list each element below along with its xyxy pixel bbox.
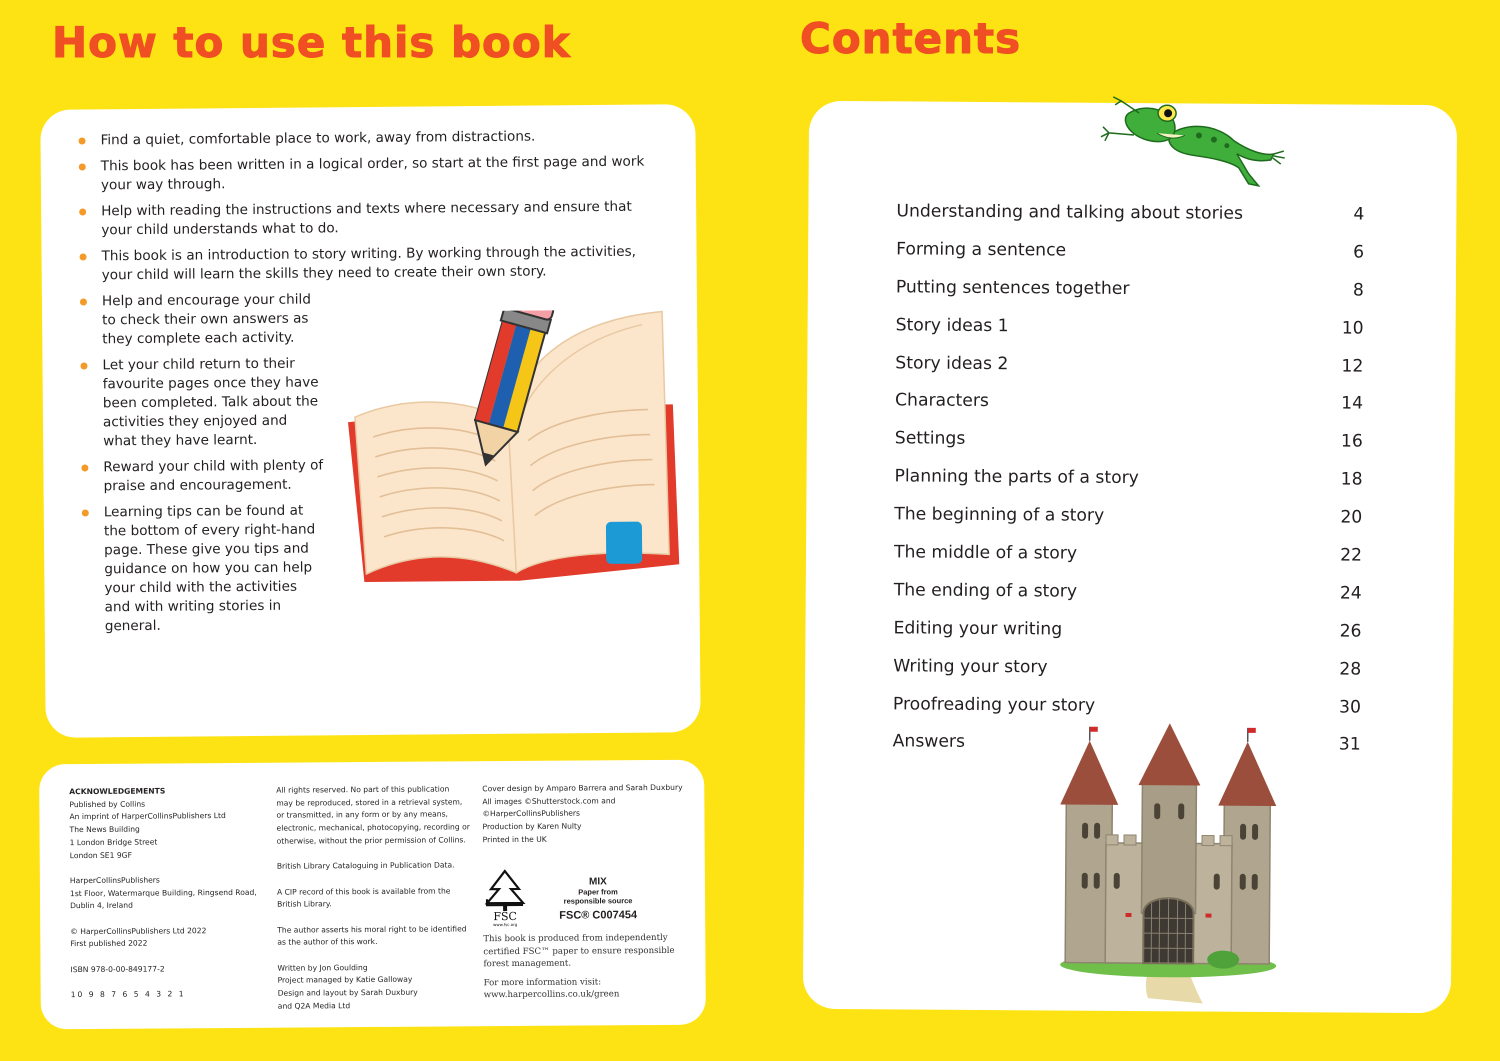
fsc-tree-logo-icon <box>483 869 527 927</box>
contents-item[interactable]: Planning the parts of a story 18 <box>894 467 1362 508</box>
bullet-icon <box>79 163 86 170</box>
contents-page-number: 10 <box>1341 318 1364 339</box>
contents-page-number: 20 <box>1340 507 1363 528</box>
contents-list <box>893 201 1365 773</box>
fsc-logo-url: www.fsc.org <box>493 921 518 928</box>
fsc-code: FSC® C007454 <box>559 909 638 922</box>
contents-page-number: 30 <box>1339 697 1362 718</box>
tip-item: Help and encourage your child to check their own answers as they complete each activity. <box>102 290 322 349</box>
contents-item[interactable]: Putting sentences together 8 <box>896 277 1364 318</box>
bullet-icon <box>80 253 87 260</box>
castle-icon <box>1053 722 1285 1009</box>
contents-item[interactable]: Writing your story 28 <box>893 656 1361 697</box>
contents-page-number: 16 <box>1340 431 1363 452</box>
contents-panel <box>803 101 1457 1014</box>
bullet-icon <box>82 509 89 516</box>
tip-item: This book is an introduction to story writing. By working through the activities, your child will learn the skills they need to create their own story. <box>101 243 641 286</box>
contents-item[interactable]: Story ideas 2 12 <box>895 353 1363 394</box>
contents-title: Contents <box>800 14 1022 63</box>
fsc-statement: This book is produced from independently certified FSC™ paper to ensure responsible forest management. For more information visit: www.harpercollins.co.uk/green <box>483 932 684 1008</box>
open-book-with-pencil-illustration <box>342 309 684 587</box>
acknowledgements-column-2: All rights reserved. No part of this publication may be reproduced, stored in a retrieval system, or transmitted, in any form or by any means, electronic, mechanical, photocopying, recording or otherwise, without the prior permission of Collins. British Library Cataloguing in Publication Data. A CIP record of this book is available from the British Library. The author asserts his moral right to be identified as the author of this work. Written by Jon Goulding Project managed by Katie Galloway Design and layout by Sarah Duxbury and Q2A Media Ltd <box>276 784 470 1011</box>
more-info-link[interactable]: www.harpercollins.co.uk/green <box>483 989 620 1001</box>
contents-page-number: 22 <box>1340 545 1363 566</box>
contents-page-number: 12 <box>1341 356 1364 377</box>
contents-item[interactable]: The ending of a story 24 <box>894 580 1362 621</box>
print-line: 10 9 8 7 6 5 4 3 2 1 <box>70 989 186 1000</box>
acknowledgements-column-3: Cover design by Amparo Barrera and Sarah Duxbury All images ©Shutterstock.com and ©HarperCollinsPublishers Production by Karen Nulty Printed in the UK <box>482 782 683 845</box>
tip-item: Reward your child with plenty of praise and encouragement. <box>103 456 323 496</box>
bullet-icon <box>79 137 86 144</box>
contents-item[interactable]: Forming a sentence 6 <box>896 239 1364 280</box>
contents-item[interactable]: Editing your writing 26 <box>893 618 1361 659</box>
fsc-mix-label: MIX Paper from responsible source FSC® C007454 <box>543 876 653 922</box>
contents-item[interactable]: The middle of a story 22 <box>894 542 1362 583</box>
contents-page-number: 24 <box>1339 583 1362 604</box>
contents-page-number: 6 <box>1353 242 1365 263</box>
how-to-use-panel <box>40 104 700 738</box>
contents-item[interactable]: Understanding and talking about stories 4 <box>896 201 1364 242</box>
tip-item: Find a quiet, comfortable place to work, away from distractions. <box>100 126 660 150</box>
contents-page-number: 26 <box>1339 621 1362 642</box>
contents-page-number: 4 <box>1353 204 1365 225</box>
tip-item: Help with reading the instructions and texts where necessary and ensure that your child understands what to do. <box>101 197 661 240</box>
contents-item[interactable]: Settings 16 <box>895 429 1363 470</box>
bullet-icon <box>80 298 87 305</box>
bullet-icon <box>80 362 87 369</box>
acknowledgements-column-1: ACKNOWLEDGEMENTS Published by Collins An imprint of HarperCollinsPublishers Ltd The News Building 1 London Bridge Street London SE1 9GF HarperCollinsPublishers 1st Floor, Watermarque Building, Ringsend Road, Dublin 4, Ireland © HarperCollinsPublishers Ltd 2022 First published 2022 ISBN 978-0-00-849177-2 10 9 8 7 6 5 4 3 2 1 <box>69 785 261 1015</box>
contents-item[interactable]: Story ideas 1 10 <box>895 315 1363 356</box>
contents-page-number: 28 <box>1339 659 1362 680</box>
bullet-icon <box>79 208 86 215</box>
contents-page-number: 8 <box>1352 280 1364 301</box>
contents-item[interactable]: The beginning of a story 20 <box>894 504 1362 545</box>
contents-item[interactable]: Proofreading your story 30 <box>893 694 1361 735</box>
contents-page-number: 31 <box>1338 734 1361 756</box>
tip-item: Let your child return to their favourite pages once they have been completed. Talk about the activities they enjoyed and what they have learnt. <box>102 354 323 451</box>
bullet-icon <box>81 464 88 471</box>
contents-page-number: 14 <box>1341 393 1364 415</box>
acknowledgements-heading: ACKNOWLEDGEMENTS <box>69 786 166 797</box>
isbn: ISBN 978-0-00-849177-2 <box>70 964 165 974</box>
contents-item[interactable]: Answers 31 <box>893 732 1361 773</box>
tip-item: This book has been written in a logical order, so start at the first page and work your way through. <box>101 153 646 196</box>
contents-item[interactable]: Characters 14 <box>895 391 1363 432</box>
bookmark <box>606 522 642 564</box>
fsc-block <box>483 868 693 1001</box>
contents-page-number: 18 <box>1340 469 1363 490</box>
frog-icon <box>1099 95 1290 196</box>
fsc-logo-text: FSC <box>493 909 517 924</box>
tip-item: Learning tips can be found at the bottom of every right-hand page. These give you tips and guidance on how you can help your child with the activities and with writing stories in general. <box>104 501 325 636</box>
how-to-use-title: How to use this book <box>52 18 571 67</box>
acknowledgements-panel <box>39 760 706 1030</box>
